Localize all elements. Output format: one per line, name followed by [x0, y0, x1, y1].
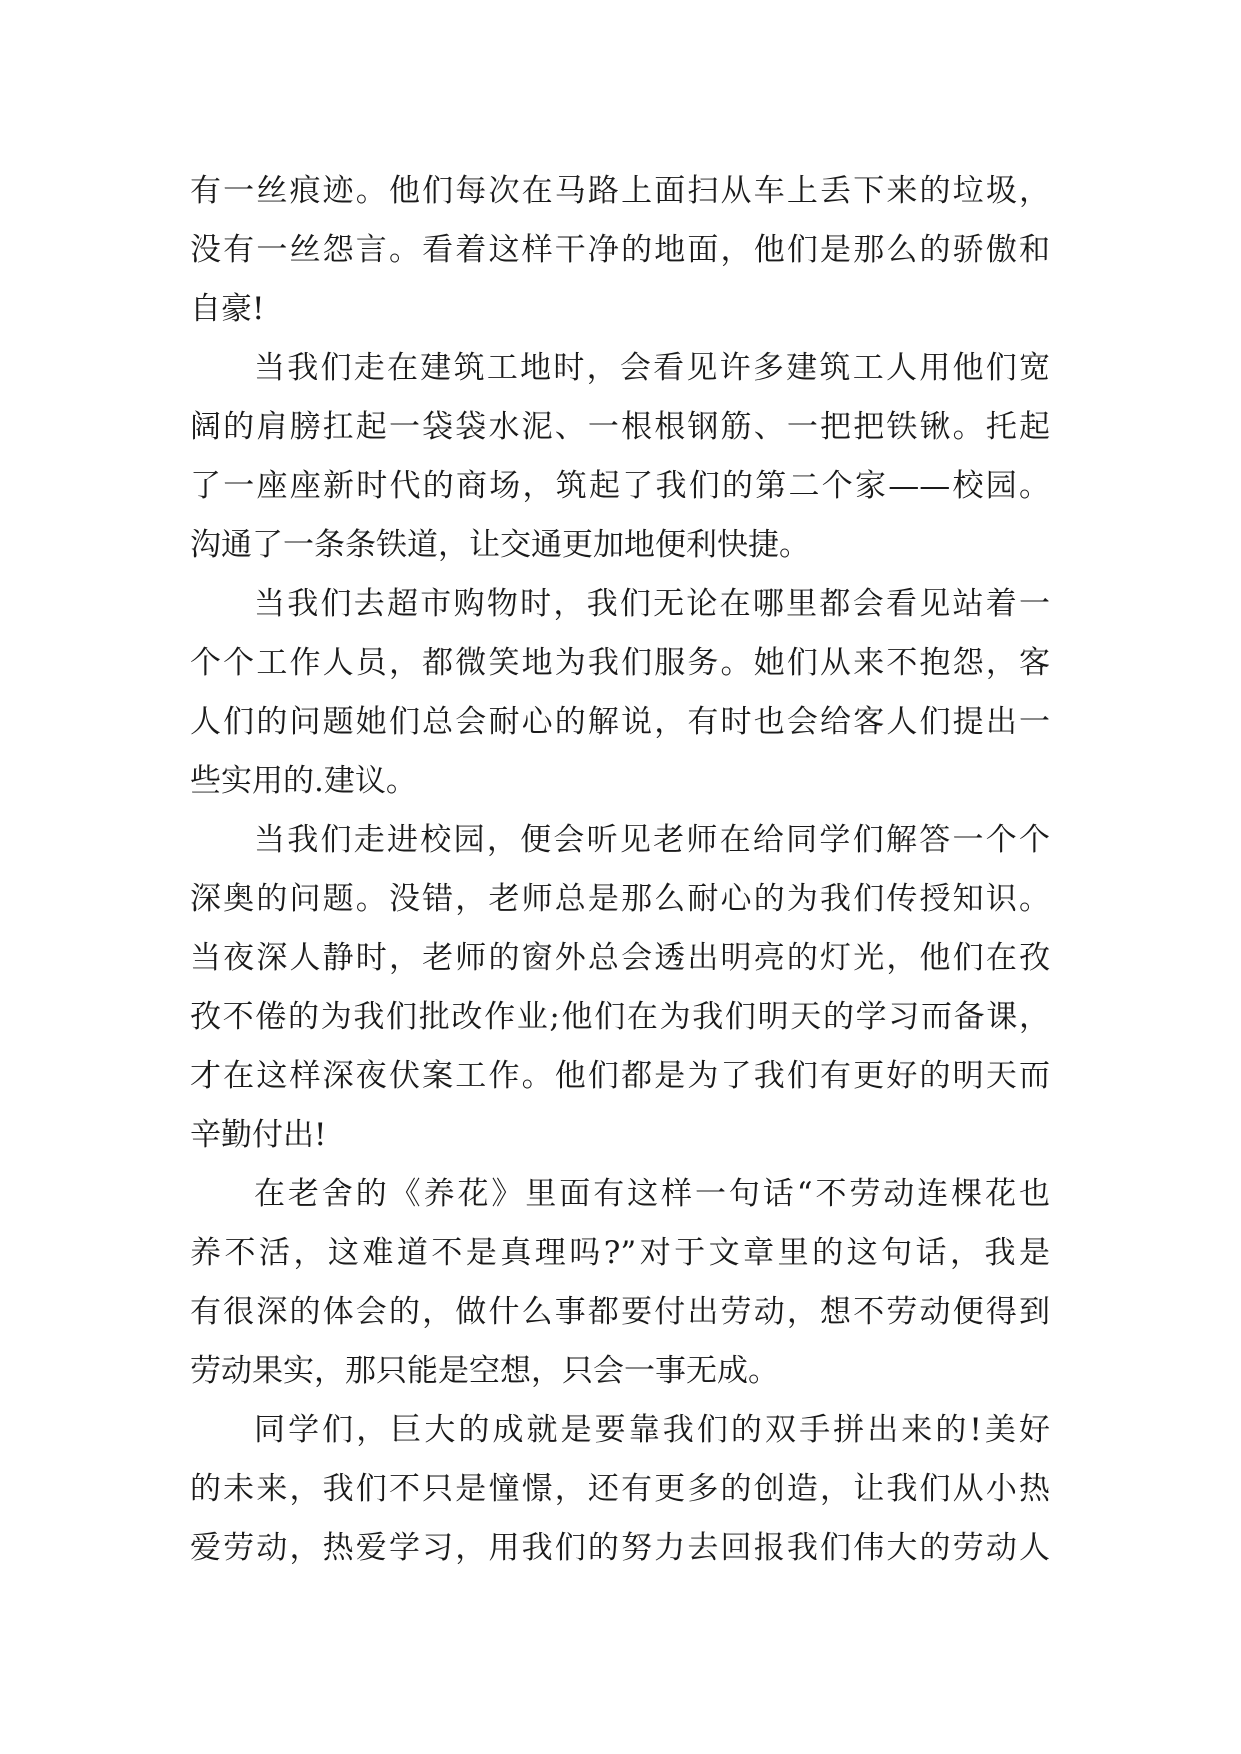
text-line: 当夜深人静时，老师的窗外总会透出明亮的灯光，他们在孜 [190, 940, 1050, 976]
text-line: 有一丝痕迹。他们每次在马路上面扫从车上丢下来的垃圾， [190, 173, 1050, 209]
text-line: 劳动果实，那只能是空想，只会一事无成。 [190, 1353, 779, 1389]
text-line: 阔的肩膀扛起一袋袋水泥、一根根钢筋、一把把铁锹。托起 [190, 409, 1050, 445]
body-text [190, 162, 1050, 1578]
text-line: 在老舍的《养花》里面有这样一句话“不劳动连棵花也 [254, 1176, 1050, 1212]
text-line: 当我们走在建筑工地时，会看见许多建筑工人用他们宽 [254, 350, 1050, 386]
text-line: 同学们，巨大的成就是要靠我们的双手拼出来的!美好 [254, 1412, 1050, 1448]
text-line: 沟通了一条条铁道，让交通更加地便利快捷。 [190, 527, 810, 563]
paragraph [190, 1401, 1050, 1578]
paragraph [190, 575, 1050, 811]
text-line: 爱劳动，热爱学习，用我们的努力去回报我们伟大的劳动人 [190, 1530, 1050, 1566]
text-line: 有很深的体会的，做什么事都要付出劳动，想不劳动便得到 [190, 1294, 1050, 1330]
text-line: 孜不倦的为我们批改作业;他们在为我们明天的学习而备课， [190, 999, 1050, 1035]
text-line: 辛勤付出! [190, 1117, 327, 1153]
text-line: 深奥的问题。没错，老师总是那么耐心的为我们传授知识。 [190, 881, 1050, 917]
text-line: 自豪! [190, 291, 265, 327]
text-line: 当我们去超市购物时，我们无论在哪里都会看见站着一 [254, 586, 1050, 622]
text-line: 当我们走进校园，便会听见老师在给同学们解答一个个 [254, 822, 1050, 858]
paragraph [190, 339, 1050, 575]
text-line: 人们的问题她们总会耐心的解说，有时也会给客人们提出一 [190, 704, 1050, 740]
paragraph [190, 1165, 1050, 1401]
paragraph [190, 811, 1050, 1165]
text-line: 的未来，我们不只是憧憬，还有更多的创造，让我们从小热 [190, 1471, 1050, 1507]
text-line: 才在这样深夜伏案工作。他们都是为了我们有更好的明天而 [190, 1058, 1050, 1094]
paragraph [190, 162, 1050, 339]
text-line: 个个工作人员，都微笑地为我们服务。她们从来不抱怨，客 [190, 645, 1050, 681]
text-line: 些实用的.建议。 [190, 763, 417, 799]
text-line: 没有一丝怨言。看着这样干净的地面，他们是那么的骄傲和 [190, 232, 1050, 268]
text-line: 养不活，这难道不是真理吗?”对于文章里的这句话，我是 [190, 1235, 1050, 1271]
text-line: 了一座座新时代的商场，筑起了我们的第二个家——校园。 [190, 468, 1050, 504]
